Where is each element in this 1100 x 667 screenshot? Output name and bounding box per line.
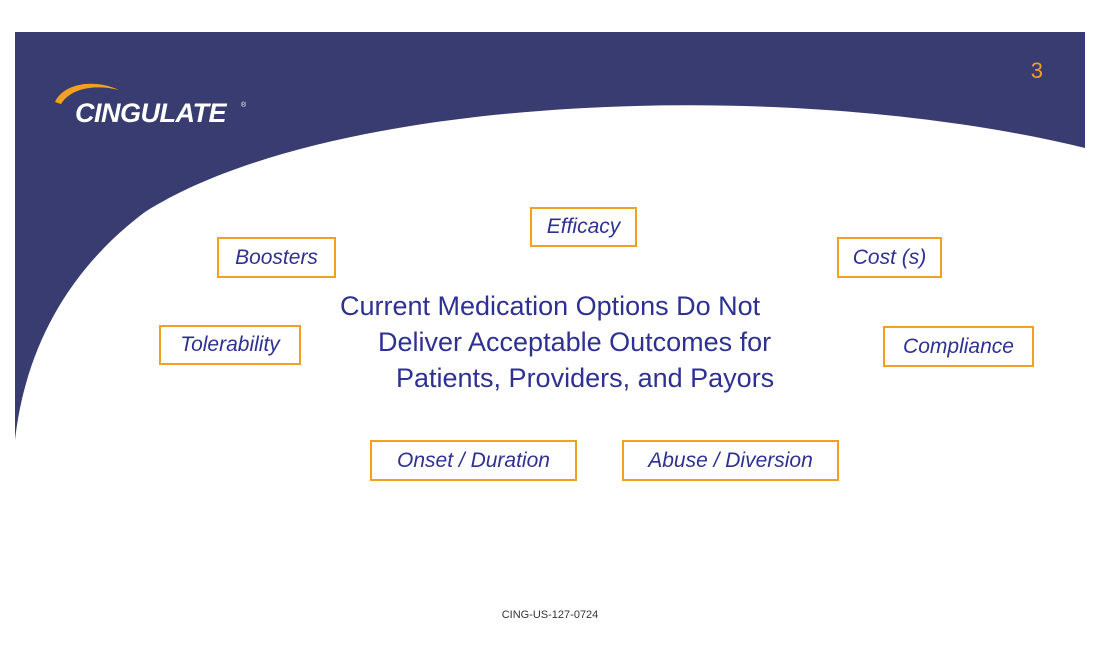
tag-efficacy: Efficacy [530,207,637,247]
document-code: CING-US-127-0724 [501,609,599,621]
tag-abuse-diversion: Abuse / Diversion [622,440,839,481]
logo-registered-mark: ® [241,102,247,109]
headline-line-2: Deliver Acceptable Outcomes for [378,327,772,357]
headline-line-1: Current Medication Options Do Not [340,291,761,321]
tag-tolerability: Tolerability [159,325,301,365]
tag-cost: Cost (s) [837,237,942,278]
logo-text: CINGULATE [75,98,226,128]
tag-boosters: Boosters [217,237,336,278]
tag-compliance: Compliance [883,326,1034,367]
headline-line-3: Patients, Providers, and Payors [396,363,775,393]
page-number: 3 [1030,58,1043,83]
tag-onset-duration: Onset / Duration [370,440,577,481]
cingulate-logo [53,80,253,130]
